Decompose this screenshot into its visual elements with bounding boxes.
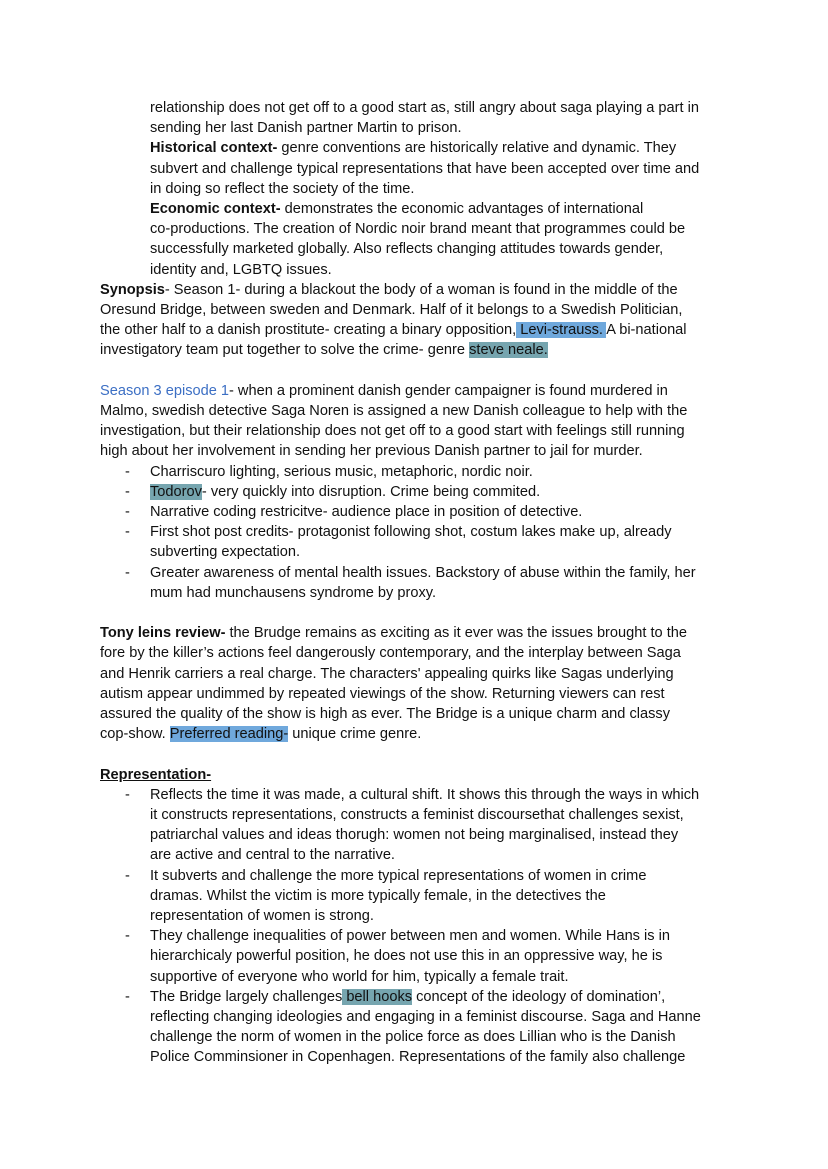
text-line xyxy=(100,421,685,441)
bullet-dash: - xyxy=(125,524,130,541)
text-line xyxy=(100,664,674,684)
text-run: The Bridge largely challenges xyxy=(150,988,343,1005)
text-run: dramas. Whilst the victim is more typically female, in the detectives the xyxy=(150,887,606,904)
text-line xyxy=(150,219,685,239)
text-line xyxy=(150,199,643,219)
text-line xyxy=(150,946,662,966)
text-run: co-productions. The creation of Nordic noir brand meant that programmes could be xyxy=(150,221,686,238)
text-run: mum had munchausens syndrome by proxy. xyxy=(150,584,437,601)
text-run: Oresund Bridge, between sweden and Denmark. Half of it belongs to a Swedish Politician, xyxy=(100,302,683,318)
text-line xyxy=(150,563,696,583)
text-line xyxy=(150,239,663,259)
text-run: genre conventions are historically relative and dynamic. They xyxy=(277,140,677,157)
text-line xyxy=(150,845,395,865)
text-run: Charriscuro lighting, serious music, metaphoric, nordic noir. xyxy=(150,463,533,480)
text-run: It subverts and challenge the more typical representations of women in crime xyxy=(150,867,647,884)
text-run: unique crime genre. xyxy=(288,726,422,743)
text-run: First shot post credits- protagonist following shot, costum lakes make up, already xyxy=(150,524,672,541)
text-run: subverting expectation. xyxy=(150,544,301,561)
bullet-dash: - xyxy=(125,564,130,581)
text-run: assured the quality of the show is high as ever. The Bridge is a unique charm and classy xyxy=(100,706,671,722)
text-run: representation of women is strong. xyxy=(150,908,374,924)
highlighted-text: Preferred reading- xyxy=(169,726,289,743)
text-line xyxy=(150,482,540,502)
bold-heading: Tony leins review- xyxy=(100,625,226,642)
text-run: concept of the ideology of domination’, xyxy=(412,988,666,1005)
text-run: in doing so reflect the society of the time. xyxy=(150,180,415,197)
highlighted-text: bell hooks xyxy=(342,988,413,1005)
text-line xyxy=(150,987,665,1007)
text-run: - very quickly into disruption. Crime being commited. xyxy=(201,483,541,500)
text-line xyxy=(150,1007,701,1027)
text-line xyxy=(150,159,699,179)
text-line xyxy=(150,138,676,158)
text-run: challenge the norm of women in the police force as does Lillian who is the Danish xyxy=(150,1029,676,1046)
text-line xyxy=(100,724,421,744)
highlighted-text: Levi-strauss. xyxy=(516,322,607,339)
text-run: the Brudge remains as exciting as it ever was the issues brought to the xyxy=(225,625,688,642)
text-run: Greater awareness of mental health issues. Backstory of abuse within the family, her xyxy=(150,564,696,581)
text-line xyxy=(150,785,699,805)
text-run: identity and, LGBTQ issues. xyxy=(150,261,332,278)
bullet-dash: - xyxy=(125,867,130,884)
text-run: autism appear undimmed by repeated viewings of the show. Returning viewers can rest xyxy=(100,685,665,702)
text-line xyxy=(150,260,332,280)
text-line xyxy=(100,441,643,461)
bold-heading: Representation- xyxy=(100,766,212,783)
highlighted-text: steve neale. xyxy=(469,342,548,359)
text-line xyxy=(150,805,684,825)
text-line xyxy=(150,926,670,946)
highlighted-text: Todorov xyxy=(150,483,202,500)
text-line xyxy=(150,522,672,542)
text-run: investigatory team put together to solve the crime- genre xyxy=(100,342,470,359)
text-run: Malmo, swedish detective Saga Noren is assigned a new Danish colleague to help with the xyxy=(100,403,688,419)
text-line xyxy=(150,1047,685,1067)
text-line xyxy=(100,684,665,704)
text-line xyxy=(100,704,670,724)
bullet-dash: - xyxy=(125,504,130,520)
text-run: the other half to a danish prostitute- creating a binary opposition, xyxy=(100,322,517,339)
bullet-dash: - xyxy=(125,463,130,480)
text-run: it constructs representations, constructs a feminist discoursethat challenges sexist, xyxy=(150,807,684,823)
bullet-dash: - xyxy=(125,483,130,500)
text-run: investigation, but their relationship does not get off to a good start with feelings still running xyxy=(100,423,685,440)
text-run: Reflects the time it was made, a cultural shift. It shows this through the ways in which xyxy=(150,786,700,803)
text-line xyxy=(150,1027,676,1047)
text-run: subvert and challenge typical representations that have been accepted over time and xyxy=(150,160,700,177)
text-line xyxy=(100,280,678,300)
text-run: and Henrik carriers a real charge. The characters' appealing quirks like Sagas underlying xyxy=(100,665,674,682)
bold-heading: Synopsis xyxy=(100,281,165,298)
text-line xyxy=(150,886,606,906)
text-line xyxy=(150,98,699,118)
text-line xyxy=(100,300,682,320)
text-line xyxy=(150,179,414,199)
bold-heading: Historical context- xyxy=(150,140,278,157)
text-line xyxy=(100,340,548,360)
text-line xyxy=(150,967,569,987)
text-run: reflecting changing ideologies and engaging in a feminist discourse. Saga and Hanne xyxy=(150,1009,701,1025)
bullet-dash: - xyxy=(125,928,130,945)
text-line xyxy=(100,401,687,421)
text-line xyxy=(150,502,582,522)
bullet-dash: - xyxy=(125,988,130,1005)
text-line xyxy=(100,765,211,785)
text-run: hierarchicaly powerful position, he does not use this in an oppressive way, he is xyxy=(150,948,663,965)
text-line xyxy=(100,381,668,401)
text-line xyxy=(150,583,436,603)
text-line xyxy=(150,462,533,482)
text-run: - Season 1- during a blackout the body of a woman is found in the middle of the xyxy=(164,281,678,298)
text-run: Narrative coding restricitve- audience place in position of detective. xyxy=(150,504,583,520)
text-line xyxy=(150,542,300,562)
text-line xyxy=(150,825,678,845)
text-line xyxy=(150,866,646,886)
text-line xyxy=(100,623,687,643)
text-run: fore by the killer’s actions feel dangerously contemporary, and the interplay between Saga xyxy=(100,645,681,662)
text-line xyxy=(100,320,687,340)
text-run: sending her last Danish partner Martin to prison. xyxy=(150,120,462,137)
text-run: A bi-national xyxy=(606,322,687,339)
text-run: high about her involvement in sending her previous Danish partner to jail for murder. xyxy=(100,443,643,460)
text-run: are active and central to the narrative. xyxy=(150,847,395,864)
text-run: - when a prominent danish gender campaigner is found murdered in xyxy=(229,382,668,399)
text-line xyxy=(150,118,462,138)
text-line xyxy=(100,643,681,663)
text-line xyxy=(150,906,374,926)
text-run: supportive of everyone who world for him, typically a female trait. xyxy=(150,968,569,985)
text-run: relationship does not get off to a good start as, still angry about saga playing a part in xyxy=(150,100,699,116)
text-run: patriarchal values and ideas thorugh: women not being marginalised, instead they xyxy=(150,827,679,844)
link-text[interactable]: Season 3 episode 1 xyxy=(100,382,230,399)
text-run: cop-show. xyxy=(100,726,170,743)
text-run: successfully marketed globally. Also reflects changing attitudes towards gender, xyxy=(150,241,664,258)
text-run: Police Comminsioner in Copenhagen. Representations of the family also challenge xyxy=(150,1049,686,1066)
text-run: They challenge inequalities of power between men and women. While Hans is in xyxy=(150,928,670,945)
text-run: demonstrates the economic advantages of international xyxy=(280,201,644,217)
bullet-dash: - xyxy=(125,786,130,803)
bold-heading: Economic context- xyxy=(150,201,281,217)
